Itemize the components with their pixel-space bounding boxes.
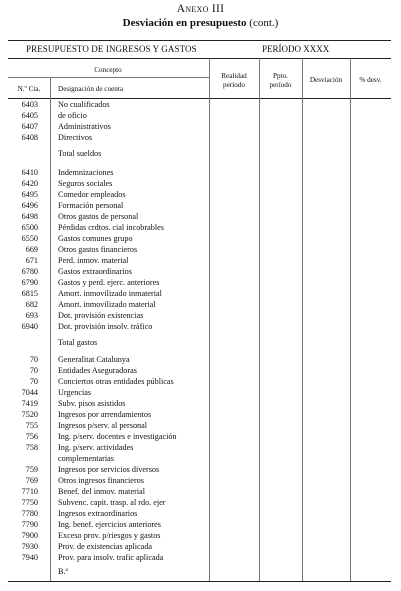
account-code: 7419 [21, 399, 38, 408]
account-code: 6498 [21, 212, 38, 221]
account-code: 7710 [21, 487, 38, 496]
concept-header: Concepto [94, 66, 122, 74]
percent-column-divider [350, 58, 351, 581]
account-designation: Ing. benef. ejercicios anteriores [58, 520, 161, 529]
account-designation: Dot. provisión existencias [58, 311, 144, 320]
account-code: 6790 [21, 278, 38, 287]
budget-header-line1: Ppto. [273, 72, 288, 80]
account-code: 6500 [21, 223, 38, 232]
account-code: 6815 [21, 289, 38, 298]
account-designation: complementarias [58, 454, 114, 463]
account-code: 7940 [21, 553, 38, 562]
account-designation: Prov. para insolv. trafic aplicada [58, 553, 164, 562]
actual-header-line2: período [223, 80, 245, 89]
deviation-header: Desviación [309, 76, 343, 84]
account-designation: Formación personal [58, 201, 124, 210]
account-designation: Amort. inmovilizado inmaterial [58, 289, 162, 298]
account-code: 755 [25, 421, 38, 430]
account-code: 6550 [21, 234, 38, 243]
account-number-header: N.º Cta. [17, 85, 41, 93]
account-designation: Ingresos extraordinarios [58, 509, 138, 518]
account-designation: Benef. del inmov. material [58, 487, 145, 496]
account-code: 6410 [21, 168, 38, 177]
account-code: 7900 [21, 531, 38, 540]
account-code: 759 [25, 465, 38, 474]
account-designation: Ingresos por servicios diversos [58, 465, 160, 474]
account-designation: Generalitat Catalunya [58, 355, 130, 364]
account-designation: Ing. p/serv. docentes e investigación [58, 432, 177, 441]
account-designation: Entidades Aseguradoras [58, 366, 137, 375]
account-designation: Ingresos por arrendamientos [58, 410, 152, 419]
account-code: 671 [25, 256, 38, 265]
account-code: 6420 [21, 179, 38, 188]
title-suffix: (cont.) [249, 17, 279, 29]
account-code: 6403 [21, 100, 38, 109]
concept-subrule [8, 77, 209, 78]
document-title [0, 17, 401, 29]
account-code: 682 [25, 300, 38, 309]
account-designation: Comedor empleados [58, 190, 126, 199]
account-code: 7790 [21, 520, 38, 529]
account-code: 6780 [21, 267, 38, 276]
actual-period-header [209, 72, 259, 89]
account-designation: Otros gastos financieros [58, 245, 138, 254]
budget-table-title: PRESUPUESTO DE INGRESOS Y GASTOS [26, 44, 197, 54]
budget-header-line2: período [269, 80, 292, 89]
account-code: 6940 [21, 322, 38, 331]
account-code: 70 [29, 366, 38, 375]
budget-column-divider [259, 58, 260, 581]
account-designation: Otros gastos de personal [58, 212, 139, 221]
account-designation: Total sueldos [58, 149, 102, 158]
table-bottom-rule [8, 581, 391, 582]
title-bottom-rule [8, 58, 391, 59]
actual-header-line1: Realidad [221, 72, 247, 80]
account-designation: Dot. provisión insolv. tráfico [58, 322, 153, 331]
account-designation: Total gastos [58, 338, 98, 347]
designation-header: Designación de cuenta [58, 85, 124, 93]
account-code: 758 [25, 443, 38, 452]
account-designation: B.º [58, 567, 69, 576]
period-label: PERÍODO XXXX [262, 44, 330, 54]
account-code: 6495 [21, 190, 38, 199]
account-designation: Ingresos p/serv. al personal [58, 421, 148, 430]
account-code: 7780 [21, 509, 38, 518]
account-designation: Directivos [58, 133, 93, 142]
account-designation: Prov. de existencias aplicada [58, 542, 153, 551]
account-designation: Ing. p/serv. actividades [58, 443, 134, 452]
account-code: 6405 [21, 111, 38, 120]
account-designation: Indemnizaciones [58, 168, 114, 177]
account-designation: Otros ingresos financieros [58, 476, 144, 485]
table-top-rule [8, 40, 391, 41]
account-code: 70 [29, 355, 38, 364]
account-code: 6496 [21, 201, 38, 210]
account-designation: No cualificados [58, 100, 110, 109]
annex-label: Anexo III [176, 3, 225, 15]
title-main: Desviación en presupuesto [122, 17, 247, 29]
account-designation: Pérdidas crdtos. cial incobrables [58, 223, 164, 232]
code-column-divider [50, 77, 51, 581]
account-designation: Seguros sociales [58, 179, 113, 188]
account-code: 6407 [21, 122, 38, 131]
account-designation: de oficio [58, 111, 87, 120]
account-code: 70 [29, 377, 38, 386]
account-designation: Gastos y perd. ejerc. anteriores [58, 278, 160, 287]
deviation-column-divider [302, 58, 303, 581]
account-code: 669 [25, 245, 38, 254]
account-code: 693 [25, 311, 38, 320]
account-designation: Perd. inmov. material [58, 256, 129, 265]
account-designation: Amort. inmovilizado material [58, 300, 156, 309]
header-bottom-rule [8, 98, 391, 99]
account-code: 769 [25, 476, 38, 485]
account-designation: Gastos comunes grupo [58, 234, 133, 243]
account-code: 756 [25, 432, 38, 441]
account-designation: Subvenc. capit. trasp. al rdo. ejer [58, 498, 166, 507]
account-designation: Exceso prov. p/riesgos y gastos [58, 531, 161, 540]
account-designation: Subv. pisos asistidos [58, 399, 126, 408]
account-designation: Conciertos otras entidades públicas [58, 377, 174, 386]
account-code: 7520 [21, 410, 38, 419]
account-designation: Urgencias [58, 388, 92, 397]
actual-column-divider [209, 58, 210, 581]
account-code: 6408 [21, 133, 38, 142]
account-code: 7044 [21, 388, 38, 397]
account-designation: Gastos extraordinarios [58, 267, 132, 276]
account-code: 7750 [21, 498, 38, 507]
deviation-percent-header: % desv. [359, 76, 382, 84]
account-designation: Administrativos [58, 122, 111, 131]
account-code: 7930 [21, 542, 38, 551]
budget-period-header [259, 72, 302, 89]
